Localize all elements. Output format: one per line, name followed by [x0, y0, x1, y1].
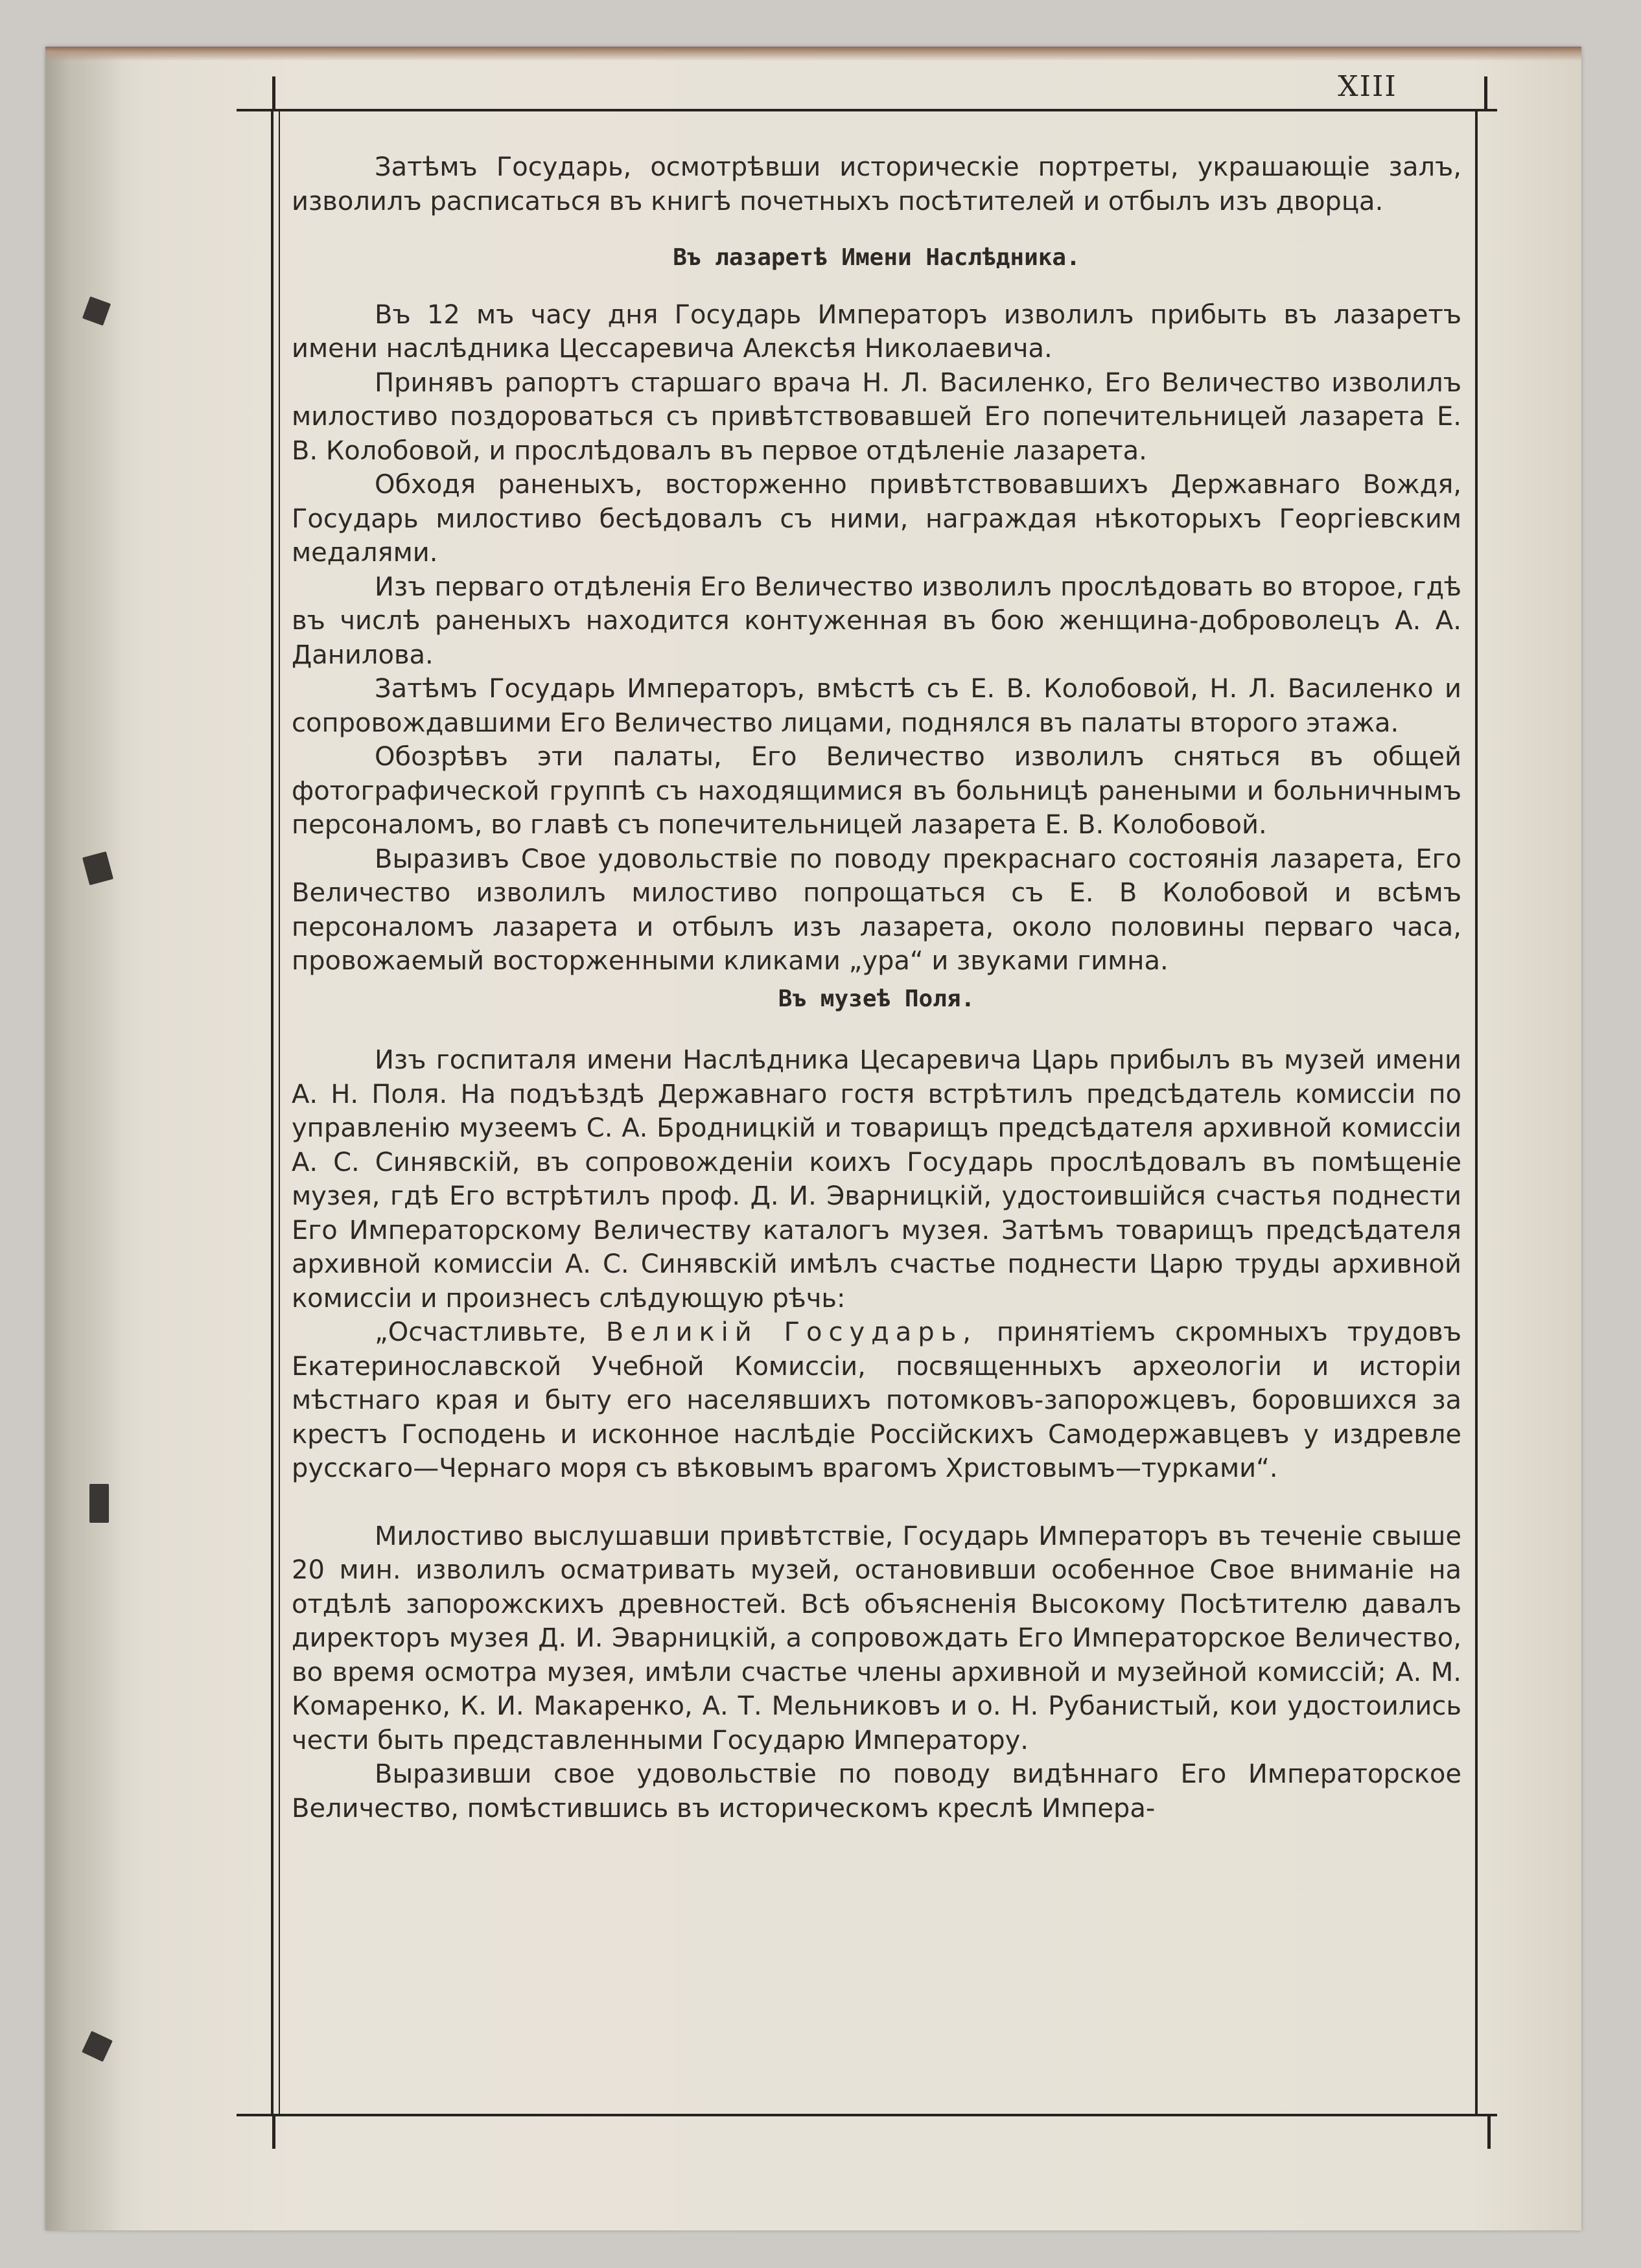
- top-left-tick: [272, 76, 275, 110]
- binding-mark: [89, 1484, 109, 1523]
- paragraph: Изъ перваго отдѣленія Его Величество изволилъ прослѣдовать во второе, гдѣ въ числѣ раненыхъ находится контуженная въ бою женщина-доброволецъ А. А. Данилова.: [292, 572, 1461, 670]
- page-top-edge: [45, 47, 1581, 61]
- section-heading: Въ лазаретѣ Имени Наслѣдника.: [673, 244, 1080, 271]
- bottom-rule: [237, 2114, 1497, 2116]
- bottom-right-tick: [1487, 2116, 1491, 2149]
- page-number: XIII: [1338, 70, 1397, 103]
- top-rule: [237, 109, 1497, 111]
- left-rule-inner: [279, 109, 280, 2116]
- paragraph: Изъ госпиталя имени Наслѣдника Цесаревича Царь прибылъ въ музей имени А. Н. Поля. На подъѣздѣ Державнаго гостя встрѣтилъ предсѣдатель комиссіи по управленію музеемъ С. А. Бродницкій и товарищъ предсѣдателя архивной комиссіи А. С. Синявскій, въ сопровожденіи коихъ Государь прослѣдовалъ въ помѣщеніе музея, гдѣ Его встрѣтилъ проф. Д. И. Эварницкій, удостоившійся счастья поднести Его Императорскому Величеству каталогъ музея. Затѣмъ товарищъ предсѣдателя архивной комиссіи А. С. Синявскій имѣлъ счастье поднести Царю труды архивной комиссіи и произнесъ слѣдующую рѣчь:: [292, 1045, 1461, 1313]
- top-right-tick: [1484, 76, 1487, 110]
- paragraph: Обходя раненыхъ, восторженно привѣтствовавшихъ Державнаго Вождя, Государь милостиво бесѣдовалъ съ ними, награждая нѣкоторыхъ Георгіевским медалями.: [292, 470, 1461, 568]
- quote-rest: принятіемъ скромныхъ трудовъ Екатеринославской Учебной Комиссіи, посвященныхъ археологіи и исторіи мѣстнаго края и быту его населявшихъ потомковъ-запорожцевъ, боровшихся за крестъ Господень и исконное наслѣдіе Россійскихъ Самодержавцевъ у издревле русскаго—Чернаго моря съ вѣковымъ врагомъ Христовымъ—турками“.: [292, 1317, 1461, 1483]
- paragraph: Затѣмъ Государь, осмотрѣвши историческіе портреты, украшающіе залъ, изволилъ расписаться въ книгѣ почетныхъ посѣтителей и отбылъ изъ дворца.: [292, 152, 1461, 216]
- page-body: [292, 150, 1461, 1825]
- quote-spaced: Великій Государь,: [605, 1317, 977, 1347]
- paragraph: Милостиво выслушавши привѣтствіе, Государь Императоръ въ теченіе свыше 20 мин. изволилъ осматривать музей, остановивши особенное Свое вниманіе на отдѣлѣ запорожскихъ древностей. Всѣ объясненія Высокому Посѣтителю давалъ директоръ музея Д. И. Эварницкій, а сопровождать Его Императорское Величество, во время осмотра музея, имѣли счастье члены архивной и музейной комиссій; А. М. Комаренко, К. И. Макаренко, А. Т. Мельниковъ и о. Н. Рубанистый, кои удостоились чести быть представленными Государю Императору.: [292, 1521, 1461, 1755]
- page-spine-shadow: [45, 47, 123, 2230]
- bottom-left-tick: [272, 2116, 275, 2149]
- right-rule: [1475, 109, 1478, 2116]
- paragraph: Принявъ рапортъ старшаго врача Н. Л. Василенко, Его Величество изволилъ милостиво поздороваться съ привѣтствовавшей Его попечительницей лазарета Е. В. Колобовой, и прослѣдовалъ въ первое отдѣленіе лазарета.: [292, 367, 1461, 466]
- paragraph: Затѣмъ Государь Императоръ, вмѣстѣ съ Е. В. Колобовой, Н. Л. Василенко и сопровождавшими Его Величество лицами, поднялся въ палаты второго этажа.: [292, 674, 1461, 738]
- paragraph: Въ 12 мъ часу дня Государь Императоръ изволилъ прибыть въ лазаретъ имени наслѣдника Цессаревича Алексѣя Николаевича.: [292, 299, 1461, 364]
- paragraph: Выразивъ Свое удовольствіе по поводу прекраснаго состоянія лазарета, Его Величество изволилъ милостиво попрощаться съ Е. В Колобовой и всѣмъ персоналомъ лазарета и отбылъ изъ лазарета, около половины перваго часа, провожаемый восторженными кликами „ура“ и звуками гимна.: [292, 844, 1461, 976]
- section-heading: Въ музеѣ Поля.: [778, 985, 975, 1012]
- paragraph: Обозрѣвъ эти палаты, Его Величество изволилъ сняться въ общей фотографической группѣ съ находящимися въ больницѣ ранеными и больничнымъ персоналомъ, во главѣ съ попечительницей лазарета Е. В. Колобовой.: [292, 742, 1461, 840]
- quote-open: „Осчастливьте,: [375, 1317, 606, 1347]
- left-rule: [271, 109, 274, 2116]
- paragraph: Выразивши свое удовольствіе по поводу видѣннаго Его Императорское Величество, помѣстившись въ историческомъ креслѣ Импера-: [292, 1759, 1461, 1823]
- speech-quote: [292, 1315, 1461, 1486]
